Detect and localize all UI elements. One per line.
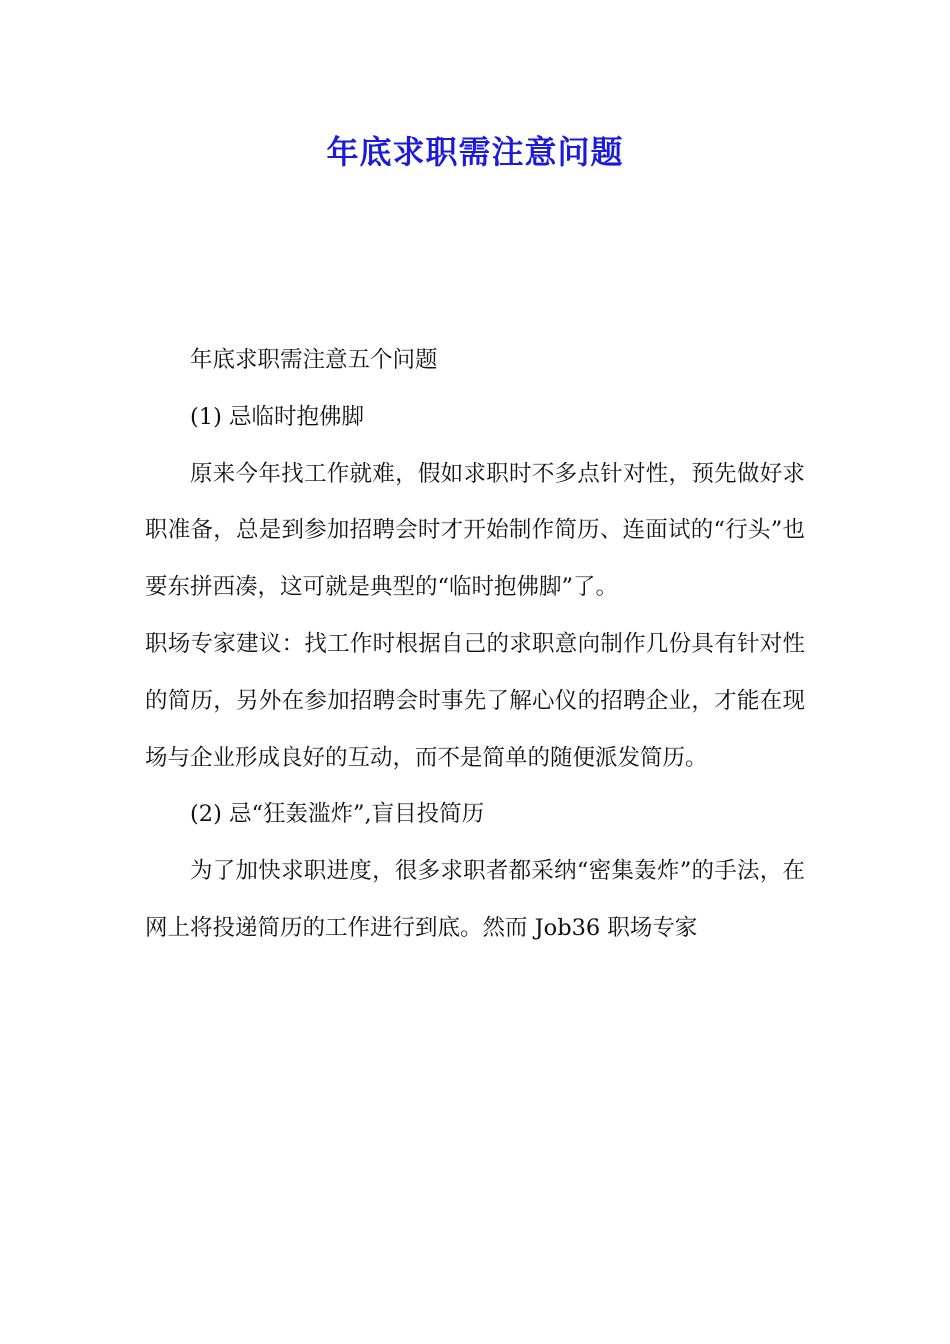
paragraph-heading-2: (2) 忌“狂轰滥炸”,盲目投简历 (190, 801, 485, 828)
paragraph-2: 为了加快求职进度，很多求职者都采纳“密集轰炸”的手法，在网上将投递简历的工作进行到底。然而 Job36 职场专家 (145, 858, 805, 941)
paragraph-1: 原来今年找工作就难，假如求职时不多点针对性，预先做好求职准备，总是到参加招聘会时才开始制作简历、连面试的“行头”也要东拼西凑，这可就是典型的“临时抱佛脚”了。 (145, 460, 805, 601)
document-body (145, 332, 805, 957)
document-title: 年底求职需注意问题 (326, 133, 624, 171)
paragraph-heading-1: (1) 忌临时抱佛脚 (190, 403, 365, 430)
paragraph-advice-1: 职场专家建议：找工作时根据自己的求职意向制作几份具有针对性的简历，另外在参加招聘会时事先了解心仪的招聘企业，才能在现场与企业形成良好的互动，而不是简单的随便派发简历。 (145, 630, 805, 771)
paragraph-subtitle: 年底求职需注意五个问题 (190, 347, 438, 373)
